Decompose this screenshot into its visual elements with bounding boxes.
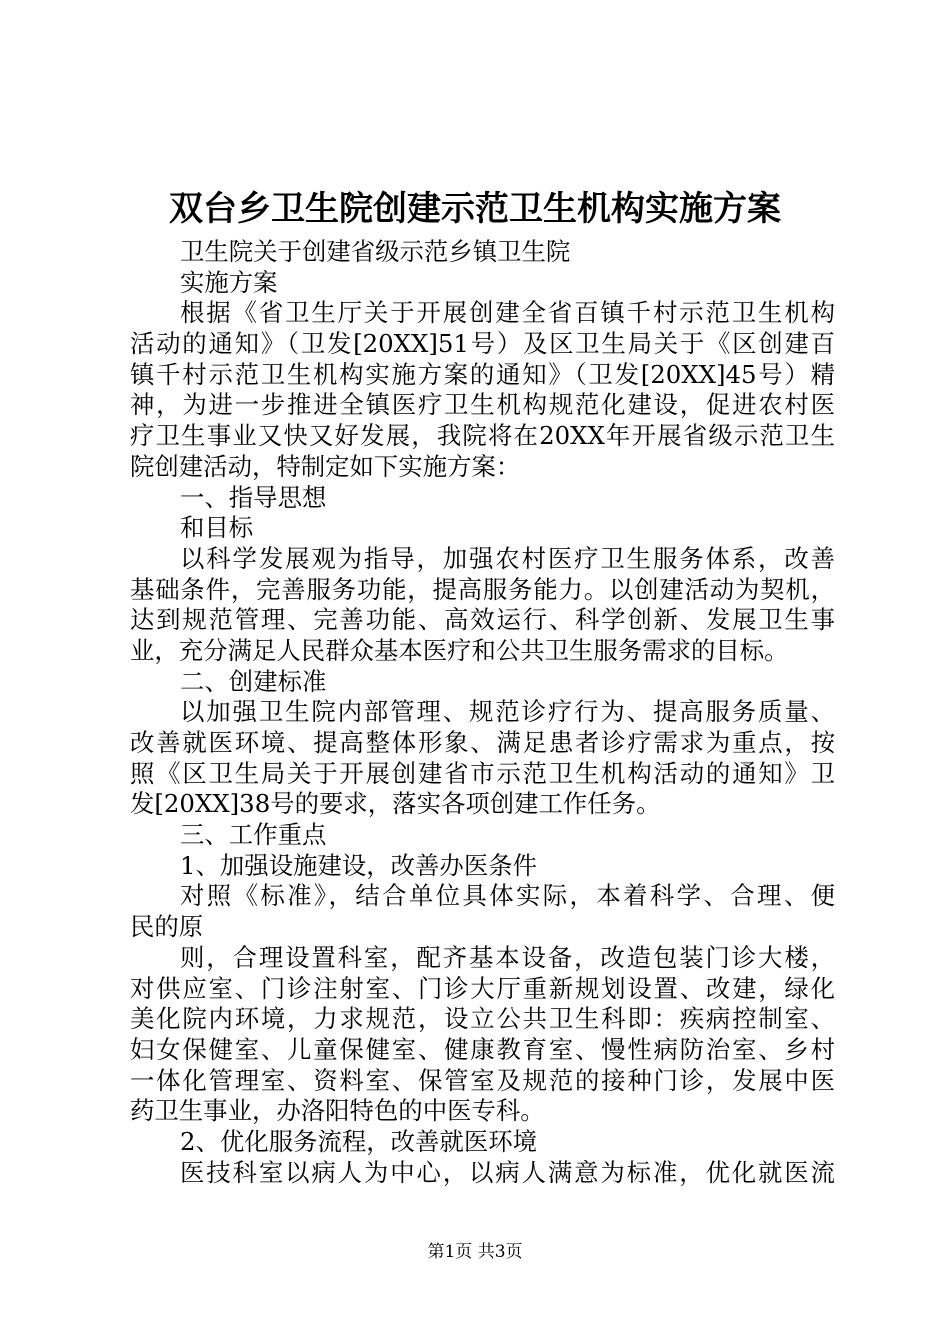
paragraph-line: 以科学发展观为指导，加强农村医疗卫生服务体系，改善 bbox=[180, 543, 835, 573]
paragraph-line: 则，合理设置科室，配齐基本设备，改造包装门诊大楼， bbox=[180, 942, 835, 972]
paragraph-line: 神，为进一步推进全镇医疗卫生机构规范化建设，促进农村医 bbox=[130, 390, 835, 420]
subsection-heading: 1、加强设施建设，改善办医条件 bbox=[180, 850, 537, 880]
subtitle-line: 卫生院关于创建省级示范乡镇卫生院 bbox=[180, 237, 571, 266]
paragraph-line: 医技科室以病人为中心，以病人满意为标准，优化就医流 bbox=[180, 1157, 835, 1187]
section-heading: 和目标 bbox=[180, 513, 254, 543]
paragraph-line: 药卫生事业，办洛阳特色的中医专科。 bbox=[130, 1096, 545, 1126]
paragraph-line: 发[20XX]38号的要求，落实各项创建工作任务。 bbox=[130, 789, 661, 819]
paragraph-line: 照《区卫生局关于开展创建省市示范卫生机构活动的通知》卫 bbox=[130, 758, 835, 788]
paragraph-line: 以加强卫生院内部管理、规范诊疗行为、提高服务质量、 bbox=[180, 697, 835, 727]
paragraph-line: 根据《省卫生厅关于开展创建全省百镇千村示范卫生机构 bbox=[180, 298, 835, 328]
document-title: 双台乡卫生院创建示范卫生机构实施方案 bbox=[169, 189, 781, 229]
section-heading: 三、工作重点 bbox=[180, 820, 327, 850]
paragraph-line: 院创建活动，特制定如下实施方案： bbox=[130, 451, 521, 481]
paragraph-line: 基础条件，完善服务功能，提高服务能力。以创建活动为契机， bbox=[130, 574, 835, 604]
page-number: 第1页 共3页 bbox=[427, 1242, 523, 1262]
section-heading: 二、创建标准 bbox=[180, 666, 327, 696]
section-heading: 一、指导思想 bbox=[180, 482, 327, 512]
paragraph-line: 达到规范管理、完善功能、高效运行、科学创新、发展卫生事 bbox=[130, 605, 835, 635]
subsection-heading: 2、优化服务流程，改善就医环境 bbox=[180, 1126, 537, 1156]
paragraph-line: 对供应室、门诊注射室、门诊大厅重新规划设置、改建，绿化 bbox=[130, 973, 835, 1003]
paragraph-line: 对照《标准》，结合单位具体实际，本着科学、合理、便 bbox=[180, 881, 835, 911]
paragraph-line: 业，充分满足人民群众基本医疗和公共卫生服务需求的目标。 bbox=[130, 635, 789, 665]
subtitle-line: 实施方案 bbox=[180, 267, 278, 297]
paragraph-line: 妇女保健室、儿童保健室、健康教育室、慢性病防治室、乡村 bbox=[130, 1034, 835, 1064]
paragraph-line: 镇千村示范卫生机构实施方案的通知》（卫发[20XX]45号）精 bbox=[130, 359, 835, 389]
paragraph-line: 民的原 bbox=[130, 912, 204, 942]
paragraph-line: 疗卫生事业又快又好发展，我院将在20XX年开展省级示范卫生 bbox=[130, 421, 835, 451]
paragraph-line: 改善就医环境、提高整体形象、满足患者诊疗需求为重点，按 bbox=[130, 728, 835, 757]
paragraph-line: 活动的通知》（卫发[20XX]51号）及区卫生局关于《区创建百 bbox=[130, 329, 835, 359]
paragraph-line: 美化院内环境，力求规范，设立公共卫生科即：疾病控制室、 bbox=[130, 1004, 835, 1034]
document-body bbox=[130, 237, 835, 1188]
paragraph-line: 一体化管理室、资料室、保管室及规范的接种门诊，发展中医 bbox=[130, 1065, 835, 1095]
